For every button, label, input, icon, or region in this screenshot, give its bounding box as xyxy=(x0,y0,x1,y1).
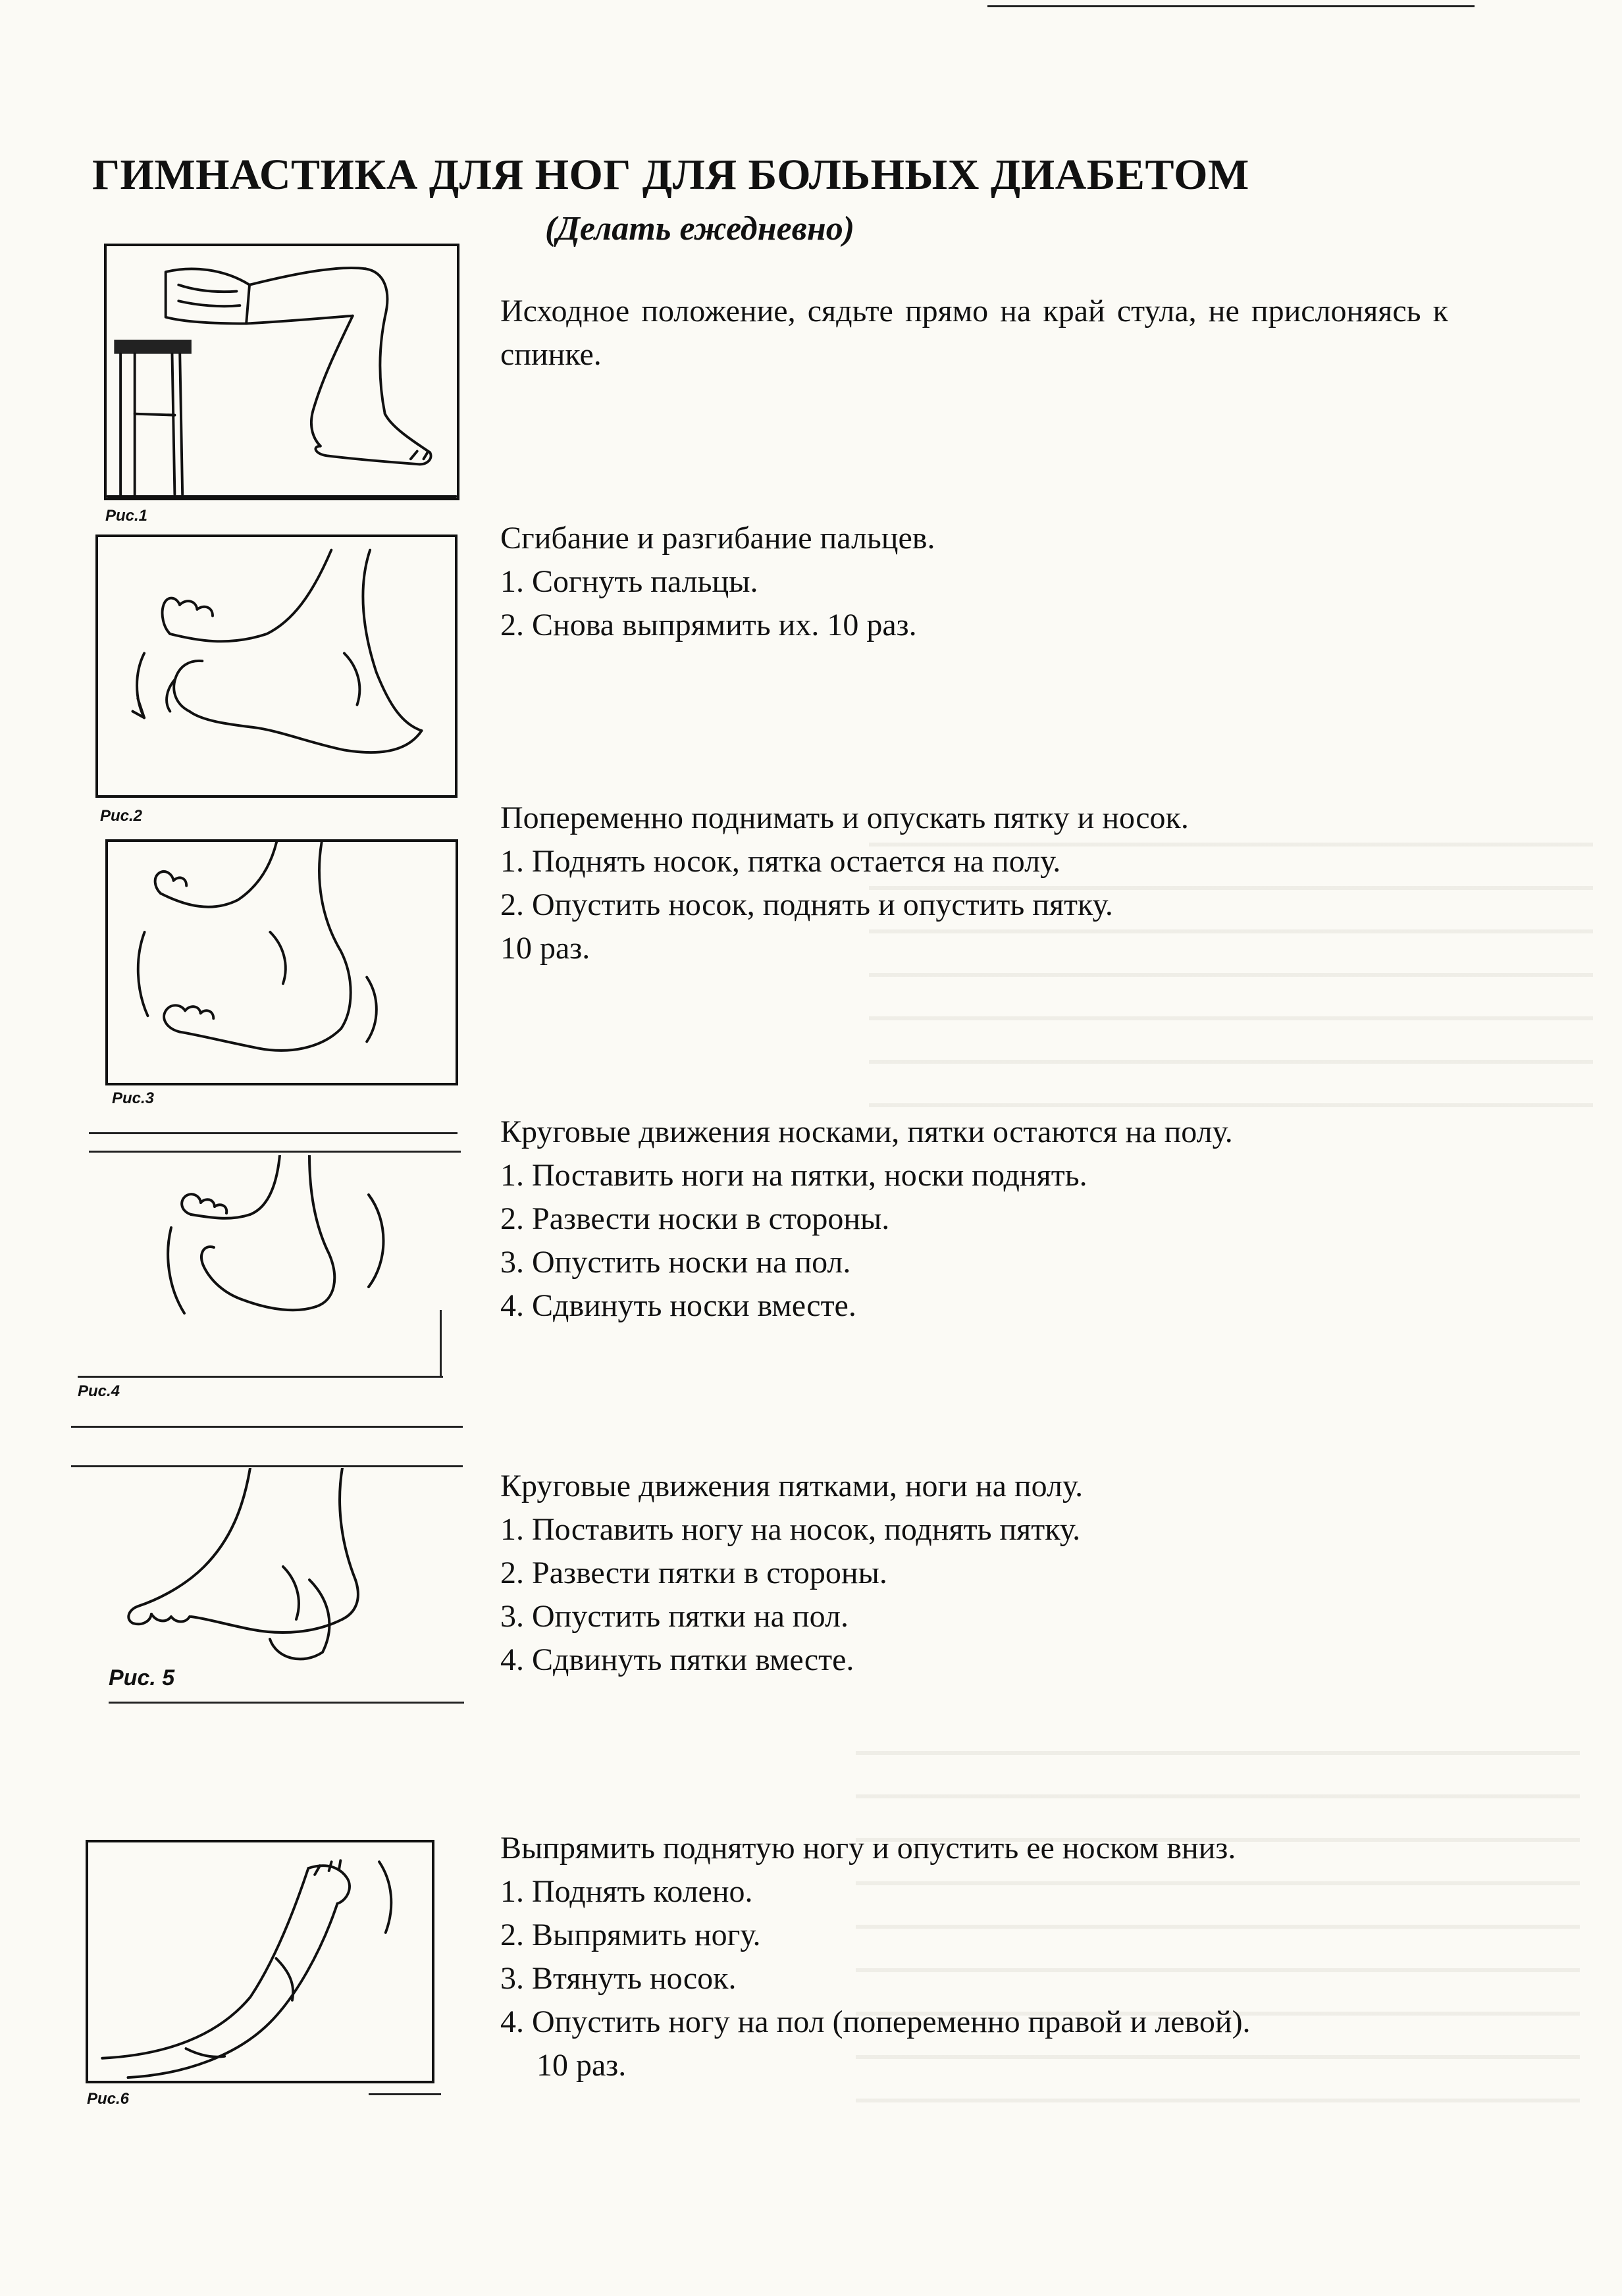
exercise-6 xyxy=(500,1827,1448,2087)
figure-label: Рис.1 xyxy=(105,507,148,525)
page-subtitle: (Делать ежедневно) xyxy=(545,210,855,248)
exercise-intro: Сгибание и разгибание пальцев. xyxy=(500,521,935,556)
figure-6 xyxy=(86,1840,434,2083)
toe-flexing-foot-icon xyxy=(98,537,455,795)
frame-line xyxy=(71,1465,463,1467)
exercise-intro: Круговые движения носками, пятки остаются на полу. xyxy=(500,1114,1233,1149)
figure-5 xyxy=(118,1468,395,1665)
exercise-3 xyxy=(500,796,1448,970)
exercise-step: 2. Развести пятки в стороны. xyxy=(500,1555,887,1590)
exercise-4 xyxy=(500,1110,1448,1328)
figure-1 xyxy=(104,244,459,500)
frame-line xyxy=(89,1151,461,1153)
exercise-step: 3. Втянуть носок. xyxy=(500,1961,737,1996)
page-title: ГИМНАСТИКА ДЛЯ НОГ ДЛЯ БОЛЬНЫХ ДИАБЕТОМ xyxy=(92,151,1249,199)
exercise-step: 4. Сдвинуть пятки вместе. xyxy=(500,1642,854,1677)
frame-line xyxy=(109,1702,464,1704)
exercise-step: 3. Опустить пятки на пол. xyxy=(500,1599,849,1634)
exercise-step: 4. Опустить ногу на пол (попеременно правой и левой). xyxy=(500,2004,1251,2039)
heel-toe-raise-foot-icon xyxy=(108,842,456,1083)
figure-label: Рис.2 xyxy=(100,807,143,825)
exercise-step: 1. Поднять колено. xyxy=(500,1874,753,1909)
figure-label: Рис.6 xyxy=(87,2090,130,2108)
frame-line xyxy=(440,1310,442,1376)
heel-circle-foot-icon xyxy=(118,1468,395,1665)
exercise-1 xyxy=(500,290,1448,377)
exercise-5 xyxy=(500,1465,1448,1682)
leg-straighten-icon xyxy=(88,1842,432,2081)
frame-line xyxy=(89,1132,458,1134)
exercise-step: 2. Развести носки в стороны. xyxy=(500,1201,890,1236)
figure-4 xyxy=(151,1155,428,1359)
exercise-step: 3. Опустить носки на пол. xyxy=(500,1245,851,1280)
figure-label: Рис.3 xyxy=(112,1089,155,1107)
exercise-step: 10 раз. xyxy=(536,2048,627,2083)
exercise-step: 1. Поставить ногу на носок, поднять пятку. xyxy=(500,1512,1081,1547)
frame-line xyxy=(78,1376,443,1378)
figure-label: Рис. 5 xyxy=(109,1665,175,1690)
exercise-intro: Круговые движения пятками, ноги на полу. xyxy=(500,1469,1084,1503)
exercise-step: 2. Снова выпрямить их. 10 раз. xyxy=(500,608,917,642)
toe-circle-foot-icon xyxy=(151,1155,428,1359)
exercise-intro: Исходное положение, сядьте прямо на край стула, не прислоняясь к спинке. xyxy=(500,294,1448,372)
exercise-intro: Попеременно поднимать и опускать пятку и носок. xyxy=(500,800,1189,835)
exercise-step: 2. Опустить носок, поднять и опустить пятку. xyxy=(500,887,1113,922)
sitting-on-chair-icon xyxy=(107,246,457,498)
exercise-step: 1. Согнуть пальцы. xyxy=(500,564,758,599)
figure-3 xyxy=(105,839,458,1085)
figure-label: Рис.4 xyxy=(78,1382,120,1400)
exercise-2 xyxy=(500,517,1448,647)
exercise-step: 1. Поднять носок, пятка остается на полу. xyxy=(500,844,1061,879)
figure-2 xyxy=(95,535,458,798)
scan-line xyxy=(987,5,1475,7)
exercise-step: 10 раз. xyxy=(500,931,590,966)
exercise-step: 2. Выпрямить ногу. xyxy=(500,1918,761,1952)
exercise-step: 4. Сдвинуть носки вместе. xyxy=(500,1288,856,1323)
frame-line xyxy=(369,2093,441,2095)
frame-line xyxy=(71,1426,463,1428)
exercise-intro: Выпрямить поднятую ногу и опустить ее носком вниз. xyxy=(500,1831,1236,1866)
exercise-step: 1. Поставить ноги на пятки, носки поднять. xyxy=(500,1158,1087,1193)
